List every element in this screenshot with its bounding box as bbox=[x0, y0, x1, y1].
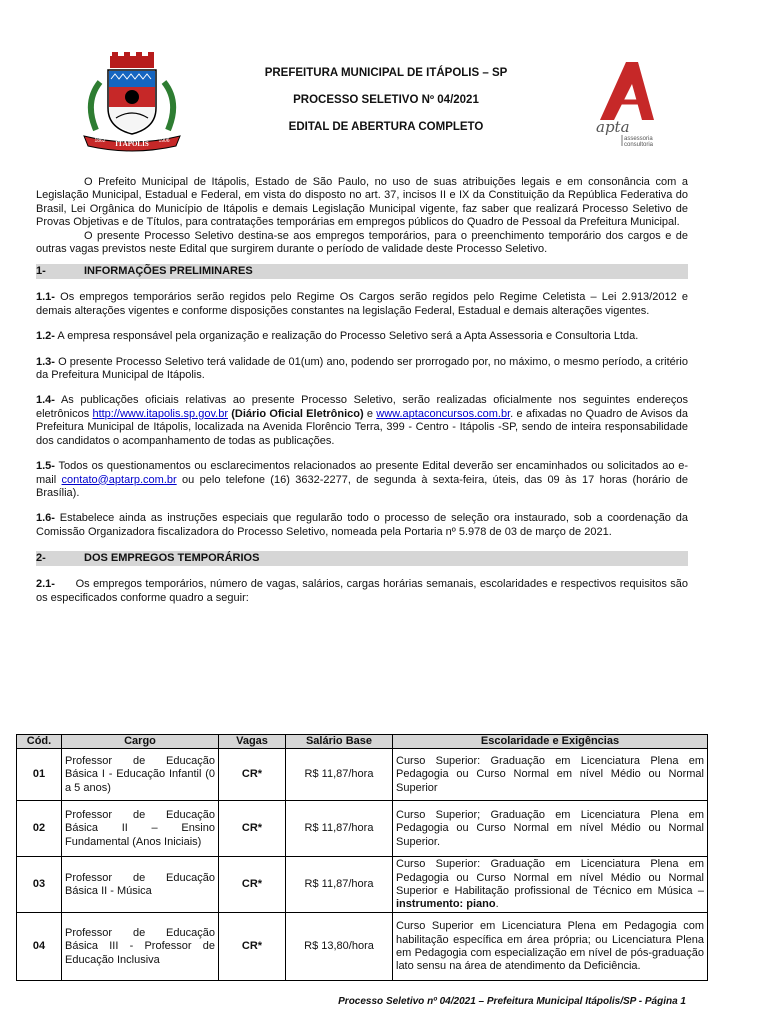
cell-cargo: Professor de Educação Básica III - Professor de Educação Inclusiva bbox=[62, 913, 219, 981]
clause-1-2-number: 1.2- bbox=[36, 330, 55, 343]
cell-salario: R$ 11,87/hora bbox=[286, 801, 393, 857]
intro-paragraph-2: O presente Processo Seletivo destina-se aos empregos temporários, para o preenchimento temporário dos cargos e de outras vagas previstos neste Edital que surgirem durante o período de validade deste Processo Seletivo. bbox=[36, 229, 688, 256]
cell-cod: 01 bbox=[17, 749, 62, 801]
link-itapolis-site[interactable]: http://www.itapolis.sp.gov.br bbox=[92, 407, 228, 420]
cell-vagas: CR* bbox=[219, 801, 286, 857]
section-1-title: INFORMAÇÕES PRELIMINARES bbox=[84, 265, 253, 278]
clause-1-4-bold: (Diário Oficial Eletrônico) bbox=[227, 407, 364, 420]
cell-salario: R$ 11,87/hora bbox=[286, 749, 393, 801]
section-2-number: 2- bbox=[36, 552, 46, 565]
cell-vagas: CR* bbox=[219, 857, 286, 913]
cell-escolaridade-text: Curso Superior: Graduação em Licenciatura Plena em Pedagogia ou Curso Normal em nível Médio ou Normal Superior e Habilitação profissional de Técnico em Música – bbox=[396, 858, 704, 897]
clause-1-6 bbox=[36, 512, 688, 539]
cell-cod: 04 bbox=[17, 913, 62, 981]
clause-1-4-text-a: As publicações oficiais relativas ao presente Processo Seletivo, serão realizadas oficialmente nos seguintes endereços eletrônicos bbox=[36, 394, 688, 420]
cell-salario: R$ 13,80/hora bbox=[286, 913, 393, 981]
section-2-heading bbox=[36, 551, 688, 566]
clause-1-6-text: Estabelece ainda as instruções especiais que regularão todo o processo de seleção ora instaurado, sob a coordenação da Comissão Organizadora fiscalizadora do Processo Seletivo, nomeada pela Portaria nº 5.978 de 03 de março de 2021. bbox=[36, 512, 688, 538]
cell-cargo: Professor de Educação Básica I - Educação Infantil (0 a 5 anos) bbox=[62, 749, 219, 801]
crest-year-left: 1862 bbox=[94, 138, 106, 144]
link-apta-concursos[interactable]: www.aptaconcursos.com.br bbox=[376, 407, 511, 420]
clause-1-2 bbox=[36, 330, 688, 343]
intro-paragraph-1: O Prefeito Municipal de Itápolis, Estado de São Paulo, no uso de suas atribuições legais e em consonância com a Legislação Municipal, Estadual e Federal, em vista do disposto no art. 37, incisos II e IX da Constituição da República Federativa do Brasil, Lei Orgânica do Município de Itápolis e demais Legislação Municipal vigente, faz saber que realizará Processo Seletivo de Provas Objetivas e de Títulos, para contratações temporárias em empregos públicos do Quadro de Pessoal da Prefeitura Municipal. bbox=[36, 176, 688, 229]
header-line-edital: EDITAL DE ABERTURA COMPLETO bbox=[288, 121, 484, 133]
link-contact-email[interactable]: contato@aptarp.com.br bbox=[61, 473, 177, 486]
col-header-cargo: Cargo bbox=[62, 735, 219, 749]
page-footer: Processo Seletivo nº 04/2021 – Prefeitura Municipal Itápolis/SP - Página 1 bbox=[338, 996, 686, 1007]
clause-2-1 bbox=[36, 578, 692, 605]
cell-escolaridade-bold: instrumento: piano bbox=[396, 898, 496, 911]
clause-1-2-text: A empresa responsável pela organização e realização do Processo Seletivo será a Apta Assessoria e Consultoria Ltda. bbox=[54, 330, 639, 343]
apta-sub-consultoria: consultoria bbox=[624, 142, 654, 148]
clause-1-4-number: 1.4- bbox=[36, 394, 55, 407]
cell-vagas: CR* bbox=[219, 749, 286, 801]
header-line-prefeitura: PREFEITURA MUNICIPAL DE ITÁPOLIS – SP bbox=[264, 67, 508, 79]
section-1-heading bbox=[36, 264, 688, 279]
cell-escolaridade: Curso Superior em Licenciatura Plena em Pedagogia com habilitação específica em área própria; ou Licenciatura Plena em Pedagogia com especialização em nível de pós-graduação lato sensu na área de atendimento da Deficiência. bbox=[393, 913, 708, 981]
clause-1-3-text: O presente Processo Seletivo terá validade de 01(um) ano, podendo ser prorrogado por, no máximo, o mesmo período, a critério da Prefeitura Municipal de Itápolis. bbox=[36, 355, 688, 382]
clause-1-1-text: Os empregos temporários serão regidos pelo Regime Os Cargos serão regidos pelo Regime Celetista – Lei 2.913/2012 e demais alterações vigentes e conforme disposições constantes na legislação Federal, Estadual e demais alterações vigentes. bbox=[36, 291, 688, 317]
cell-cod: 02 bbox=[17, 801, 62, 857]
col-header-salario: Salário Base bbox=[286, 735, 393, 749]
clause-1-4-text-b: e bbox=[363, 407, 377, 420]
col-header-vagas: Vagas bbox=[219, 735, 286, 749]
clause-2-1-number: 2.1- bbox=[36, 578, 55, 591]
col-header-escolaridade: Escolaridade e Exigências bbox=[393, 735, 708, 749]
cell-cargo: Professor de Educação Básica II – Ensino Fundamental (Anos Iniciais) bbox=[62, 801, 219, 857]
table-row bbox=[17, 913, 708, 981]
header-line-processo: PROCESSO SELETIVO Nº 04/2021 bbox=[293, 94, 479, 106]
cell-escolaridade: Curso Superior: Graduação em Licenciatura Plena em Pedagogia ou Curso Normal em nível Médio ou Normal Superior bbox=[393, 749, 708, 801]
municipal-crest-logo bbox=[78, 52, 186, 152]
table-row bbox=[17, 801, 708, 857]
document-header bbox=[190, 66, 582, 147]
clause-1-6-number: 1.6- bbox=[36, 512, 55, 525]
col-header-cod: Cód. bbox=[17, 735, 62, 749]
clause-1-3 bbox=[36, 356, 688, 383]
clause-1-5-text-a: Todos os questionamentos ou esclarecimentos relacionados ao presente Edital deverão ser encaminhados ou solicitados ao e-mail bbox=[36, 460, 688, 486]
jobs-table bbox=[16, 734, 708, 981]
clause-1-5-text-b: ou pelo telefone (16) 3632-2277, de segunda à sexta-feira, úteis, das 09 às 17 horas (horário de Brasília). bbox=[36, 473, 689, 499]
apta-sub-assessoria: assessoria bbox=[624, 136, 653, 142]
table-row bbox=[17, 749, 708, 801]
clause-1-4 bbox=[36, 394, 688, 448]
apta-logo bbox=[592, 58, 662, 148]
clause-1-3-number: 1.3- bbox=[36, 355, 55, 368]
cell-escolaridade: Curso Superior; Graduação em Licenciatura Plena em Pedagogia ou Curso Normal em nível Médio ou Normal Superior. bbox=[393, 801, 708, 857]
crest-banner-text: ITÁPOLIS bbox=[115, 140, 149, 148]
document-body bbox=[36, 176, 692, 617]
clause-1-1 bbox=[36, 291, 688, 318]
cell-cargo: Professor de Educação Básica II - Música bbox=[62, 857, 219, 913]
jobs-table-header-row bbox=[17, 735, 708, 749]
clause-1-4-text-c: . e afixadas no Quadro de Avisos da Prefeitura Municipal de Itápolis, localizada na Avenida Florêncio Terra, 399 - Centro - Itápolis -SP, sendo de inteira responsabilidade dos candidatos o acompanhamento de todas as publicações. bbox=[36, 407, 689, 447]
section-1-number: 1- bbox=[36, 265, 46, 278]
clause-1-5 bbox=[36, 460, 688, 500]
apta-logo-text: apta bbox=[596, 118, 630, 136]
cell-salario: R$ 11,87/hora bbox=[286, 857, 393, 913]
cell-cod: 03 bbox=[17, 857, 62, 913]
section-2-title: DOS EMPREGOS TEMPORÁRIOS bbox=[84, 552, 260, 565]
clause-2-1-text: Os empregos temporários, número de vagas, salários, cargas horárias semanais, escolaridades e respectivos requisitos são os especificados conforme quadro a seguir: bbox=[36, 578, 692, 604]
cell-vagas: CR* bbox=[219, 913, 286, 981]
table-row bbox=[17, 857, 708, 913]
crest-year-right: 1906 bbox=[158, 138, 170, 144]
cell-escolaridade-tail: . bbox=[495, 898, 499, 911]
cell-escolaridade bbox=[393, 857, 708, 913]
clause-1-1-number: 1.1- bbox=[36, 291, 55, 304]
clause-1-5-number: 1.5- bbox=[36, 460, 55, 473]
